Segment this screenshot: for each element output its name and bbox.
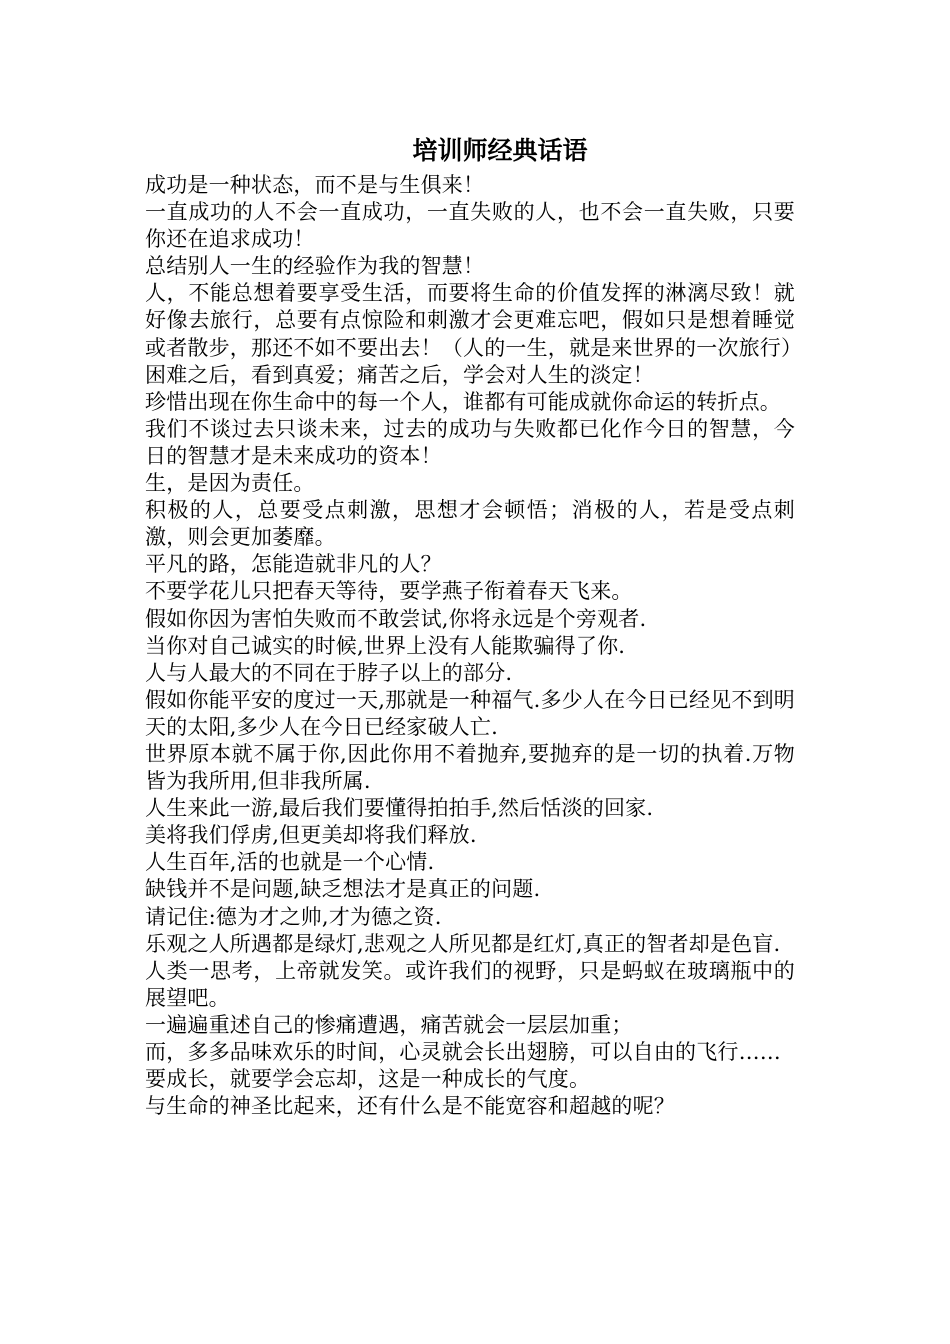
quote-paragraph: 平凡的路，怎能造就非凡的人？ xyxy=(145,552,442,577)
quote-paragraph: 世界原本就不属于你,因此你用不着抛弃,要抛弃的是一切的执着.万物皆为我所用,但非我所属. xyxy=(145,741,795,794)
quote-paragraph: 而，多多品味欢乐的时间，心灵就会长出翅膀，可以自由的飞行…… xyxy=(145,1040,781,1064)
quote-paragraph: 一遍遍重述自己的惨痛遭遇，痛苦就会一层层加重； xyxy=(145,1012,633,1037)
quote-paragraph: 成功是一种状态，而不是与生俱来！ xyxy=(145,173,485,197)
quote-paragraph: 请记住:德为才之帅,才为德之资. xyxy=(145,904,442,929)
quote-paragraph: 我们不谈过去只谈未来，过去的成功与失败都已化作今日的智慧，今日的智慧才是未来成功的资本！ xyxy=(145,416,795,468)
quote-paragraph: 要成长，就要学会忘却，这是一种成长的气度。 xyxy=(145,1067,591,1092)
quote-paragraph: 假如你能平安的度过一天,那就是一种福气.多少人在今日已经见不到明天的太阳,多少人在今日已经家破人亡. xyxy=(145,687,795,739)
quote-paragraph: 假如你因为害怕失败而不敢尝试,你将永远是个旁观者. xyxy=(145,606,647,631)
quote-paragraph: 困难之后，看到真爱；痛苦之后，学会对人生的淡定！ xyxy=(145,362,654,387)
quote-paragraph: 积极的人，总要受点刺激，思想才会顿悟；消极的人，若是受点刺激，则会更加萎靡。 xyxy=(145,498,795,550)
quote-paragraph: 一直成功的人不会一直成功，一直失败的人，也不会一直失败，只要你还在追求成功！ xyxy=(145,200,795,252)
quote-paragraph: 人与人最大的不同在于脖子以上的部分. xyxy=(145,660,513,685)
quote-paragraph: 当你对自己诚实的时候,世界上没有人能欺骗得了你. xyxy=(145,633,626,658)
quote-paragraph: 不要学花儿只把春天等待，要学燕子衔着春天飞来。 xyxy=(145,579,633,604)
quote-paragraph: 人类一思考，上帝就发笑。或许我们的视野，只是蚂蚁在玻璃瓶中的展望吧。 xyxy=(145,958,795,1010)
quote-paragraph: 生，是因为责任。 xyxy=(145,471,315,496)
quote-paragraph: 与生命的神圣比起来，还有什么是不能宽容和超越的呢？ xyxy=(145,1094,675,1119)
document-title: 培训师经典话语 xyxy=(412,136,588,165)
quote-paragraph: 人生百年,活的也就是一个心情. xyxy=(145,850,435,875)
quote-paragraph: 人，不能总想着要享受生活，而要将生命的价值发挥的淋漓尽致！就好像去旅行，总要有点惊险和刺激才会更难忘吧，假如只是想着睡觉或者散步，那还不如不要出去！（人的一生，就是来世界的一次旅行） xyxy=(145,281,803,360)
quote-paragraph: 珍惜出现在你生命中的每一个人，谁都有可能成就你命运的转折点。 xyxy=(145,389,781,414)
quote-paragraph: 缺钱并不是问题,缺乏想法才是真正的问题. xyxy=(145,877,541,902)
quote-list xyxy=(145,172,803,1120)
quote-paragraph: 乐观之人所遇都是绿灯,悲观之人所见都是红灯,真正的智者却是色盲. xyxy=(145,931,781,956)
quote-paragraph: 美将我们俘虏,但更美却将我们释放. xyxy=(145,823,477,848)
quote-paragraph: 人生来此一游,最后我们要懂得拍拍手,然后恬淡的回家. xyxy=(145,796,654,821)
quote-paragraph: 总结别人一生的经验作为我的智慧！ xyxy=(145,254,485,279)
